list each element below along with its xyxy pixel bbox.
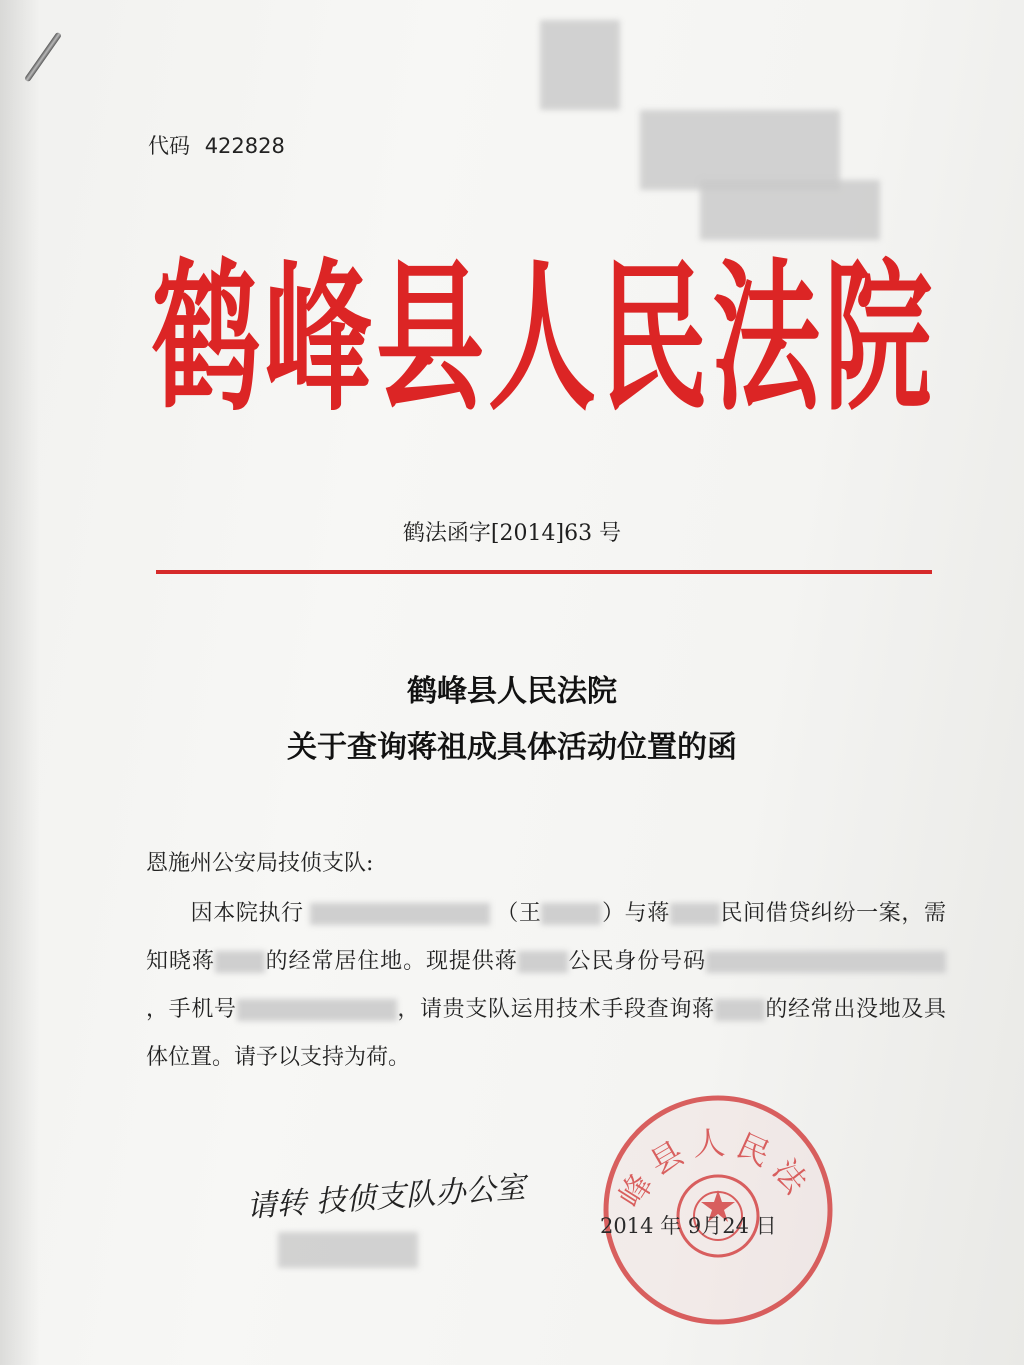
- date-month: 9: [687, 1214, 702, 1238]
- letter-date: [600, 1210, 777, 1240]
- body-fragment: 公民身份号码: [567, 949, 706, 974]
- redacted-note-top: [540, 20, 620, 110]
- redacted-name-4: [518, 951, 568, 973]
- code-value: 422828: [204, 134, 285, 158]
- body-fragment: 的经常居住地。现提供蒋: [264, 949, 518, 974]
- date-year-unit: 年: [660, 1214, 682, 1238]
- body-fragment: ，手机号: [146, 997, 237, 1022]
- body-fragment: ）与蒋: [601, 901, 670, 926]
- body-fragment: 的经常出没地及具体位置。请予以支持为荷。: [146, 997, 946, 1070]
- document-number: 鹤法函字[2014]63 号: [402, 521, 622, 546]
- date-day-unit: 日: [755, 1214, 777, 1238]
- addressee: 恩施州公安局技侦支队:: [146, 851, 374, 876]
- redacted-phone: [237, 999, 397, 1021]
- title-line-1: 鹤峰县人民法院: [407, 674, 617, 709]
- letter-body: [146, 890, 946, 1082]
- redacted-id-number: [706, 951, 946, 973]
- body-fragment: 民间借贷纠纷一案，需知晓蒋: [146, 901, 946, 974]
- title-line-2: 关于查询蒋祖成具体活动位置的函: [287, 730, 737, 765]
- redacted-signature-name: [278, 1232, 418, 1268]
- date-year: 2014: [600, 1214, 654, 1238]
- redacted-note-middle: [640, 110, 840, 190]
- seal-text: 峰县人民法: [611, 1123, 820, 1215]
- redacted-name-5: [715, 999, 765, 1021]
- redacted-case-name: [310, 903, 490, 925]
- body-fragment: ，请贵支队运用技术手段查询蒋: [396, 997, 715, 1022]
- code-line: [148, 130, 285, 160]
- redacted-name-1: [541, 903, 601, 925]
- date-month-unit: 月: [701, 1214, 723, 1238]
- redacted-name-3: [215, 951, 265, 973]
- redacted-note-bottom: [700, 180, 880, 240]
- body-fragment: （王: [495, 901, 542, 926]
- letterhead-red-rule: [156, 570, 932, 574]
- letterhead-court-name: 鹤峰县人民法院: [152, 246, 937, 434]
- redacted-name-2: [670, 903, 720, 925]
- body-fragment: 因本院执行: [190, 901, 304, 926]
- code-label: 代码: [148, 134, 190, 158]
- date-day: 24: [722, 1214, 749, 1238]
- handwritten-signature: 请转 技侦支队办公室: [245, 1170, 527, 1225]
